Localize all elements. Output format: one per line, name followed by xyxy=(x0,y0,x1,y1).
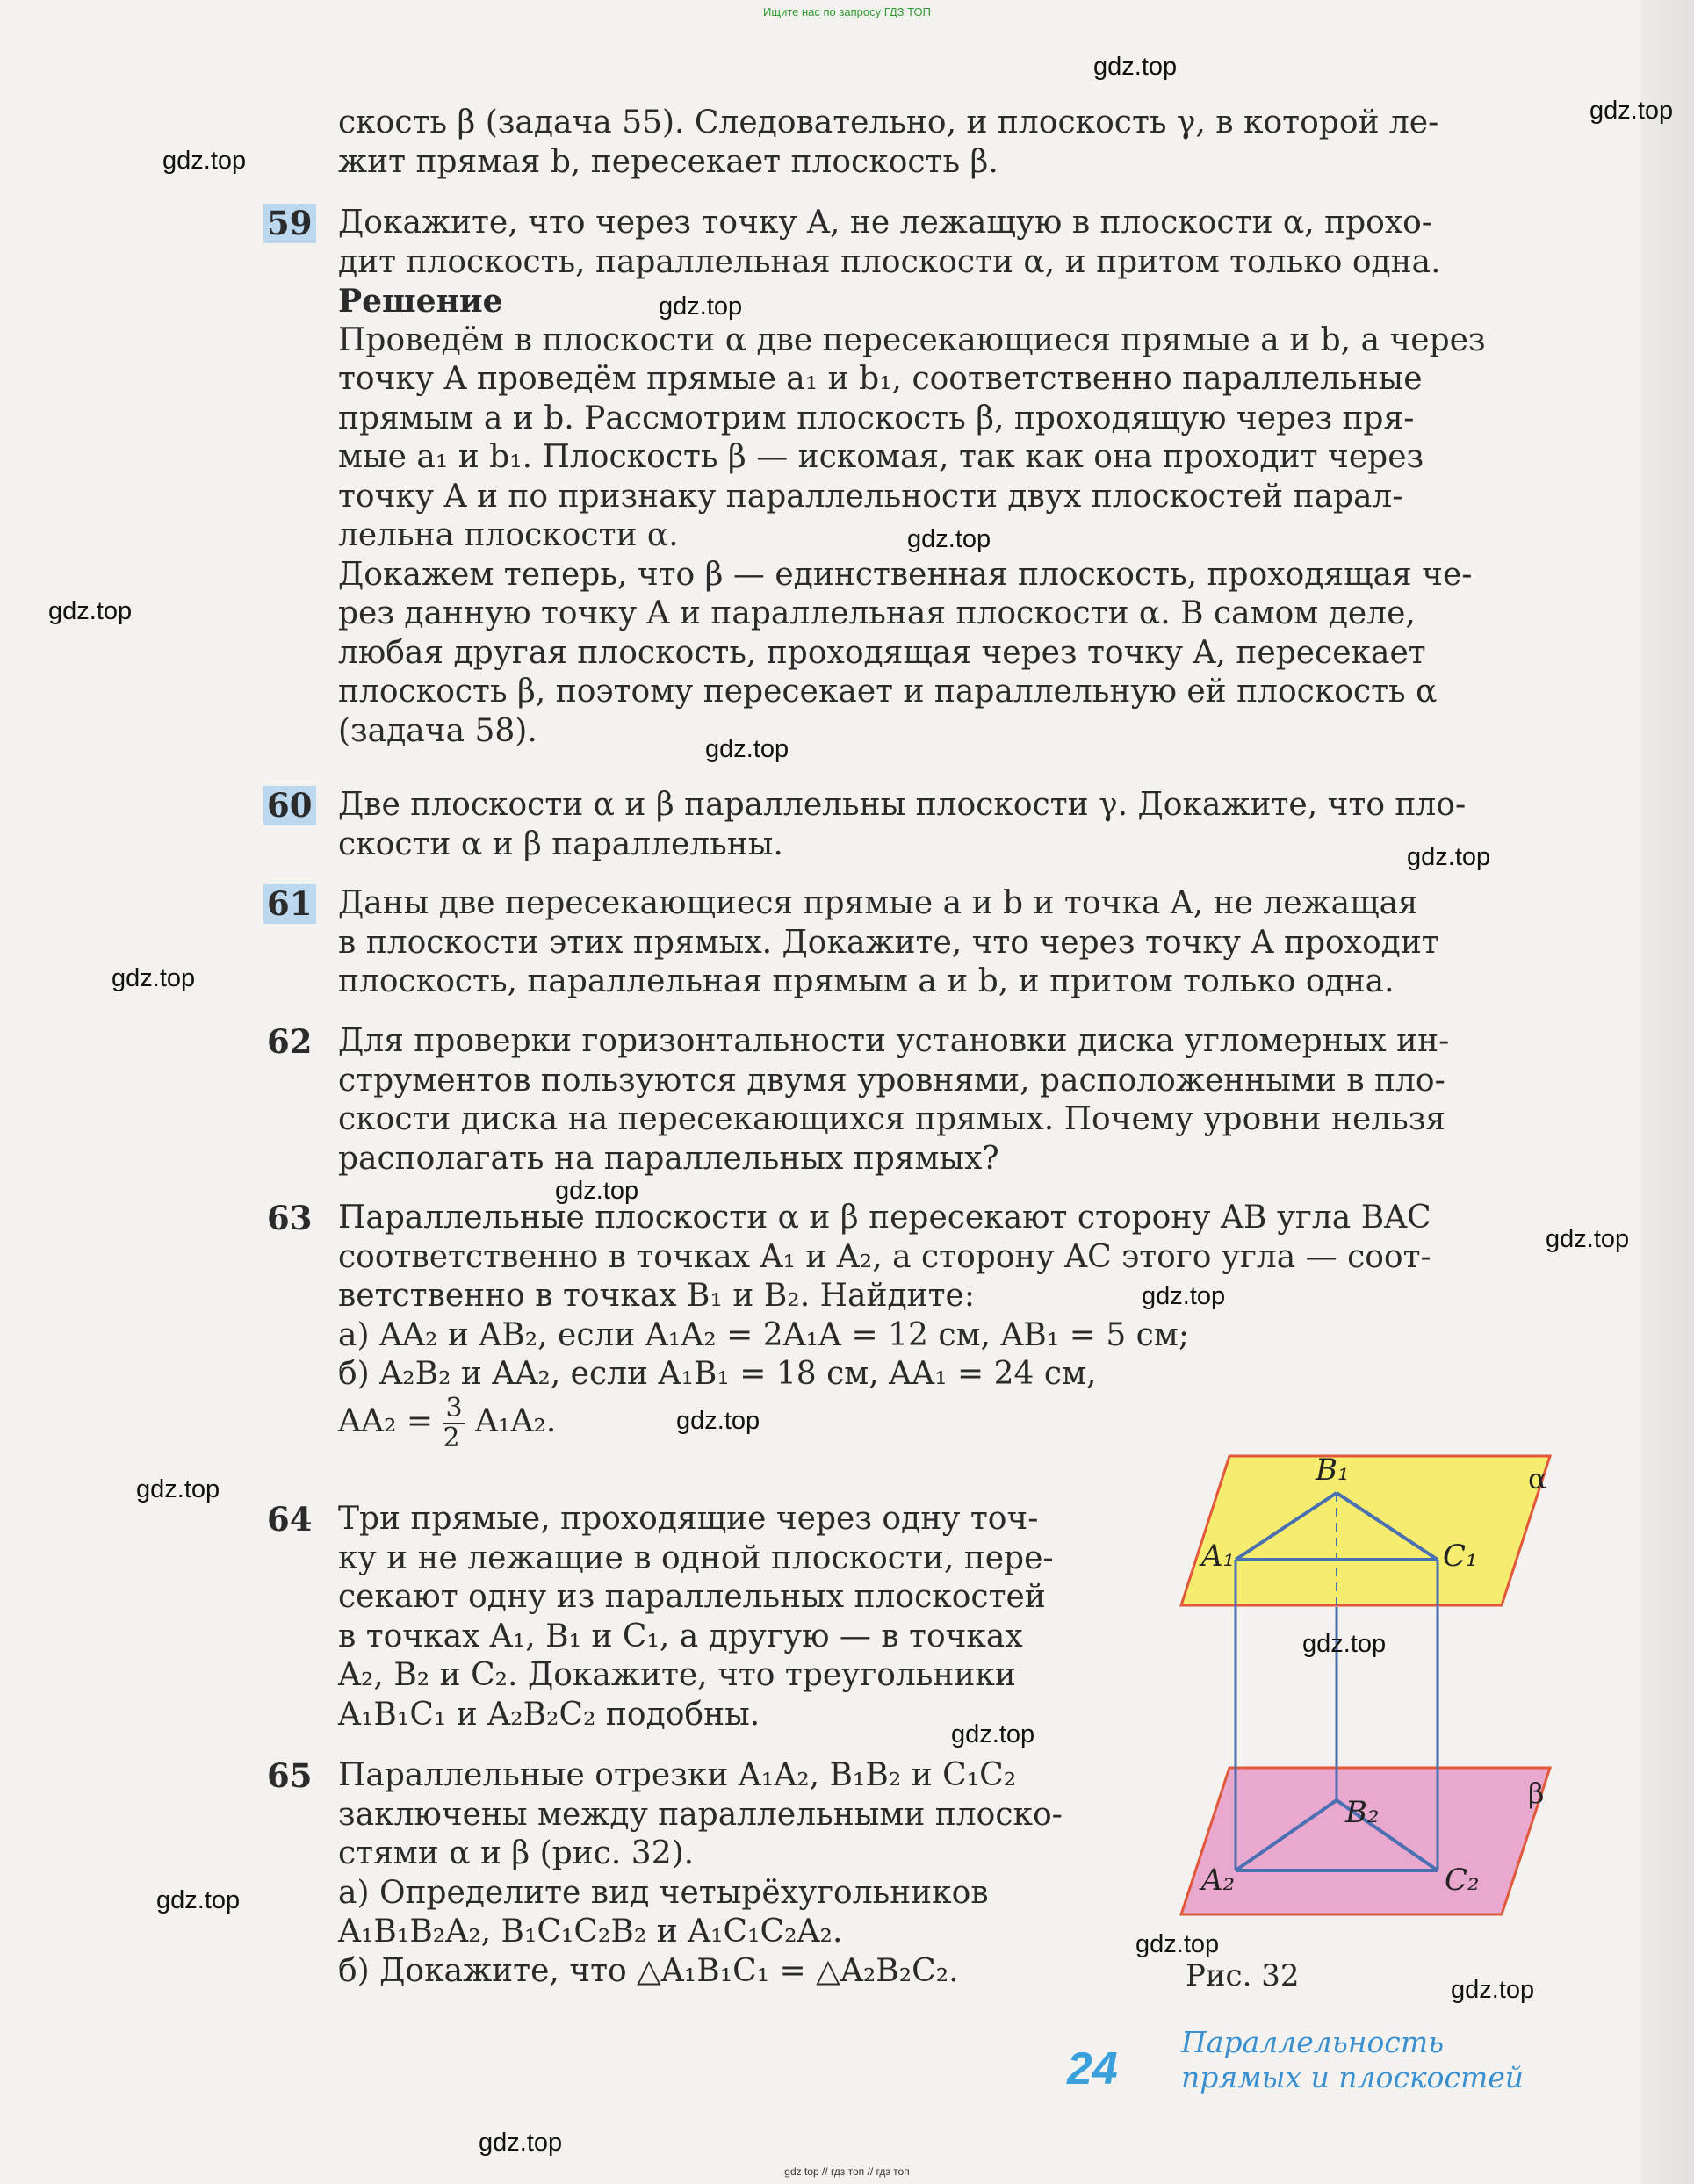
label-beta: β xyxy=(1528,1777,1545,1810)
watermark: gdz.top xyxy=(1135,1930,1220,1958)
figure-caption: Рис. 32 xyxy=(1186,1958,1300,1993)
text-line: струментов пользуются двумя уровнями, расположенными в пло- xyxy=(338,1062,1445,1099)
text-line: Две плоскости α и β параллельны плоскости γ. Докажите, что пло- xyxy=(338,787,1467,823)
watermark: gdz.top xyxy=(907,525,991,553)
text-line: прямым a и b. Рассмотрим плоскость β, проходящую через пря- xyxy=(338,400,1415,436)
problem-number-59: 59 xyxy=(263,204,316,243)
intro-paragraph xyxy=(338,104,1546,182)
watermark: gdz.top xyxy=(951,1720,1035,1748)
text-line: заключены между параллельными плоско- xyxy=(338,1796,1063,1833)
fraction xyxy=(443,1392,465,1453)
page-edge xyxy=(1641,0,1694,2184)
label-a2: A₂ xyxy=(1201,1863,1236,1898)
text-line: Для проверки горизонтальности установки диска угломерных ин- xyxy=(338,1023,1450,1059)
page-number: 24 xyxy=(1067,2043,1118,2094)
text-line: Даны две пересекающиеся прямые a и b и точка A, не лежащая xyxy=(338,885,1418,921)
formula-rhs: A₁A₂. xyxy=(465,1402,557,1439)
problem-number-63: 63 xyxy=(267,1199,313,1237)
watermark: gdz.top xyxy=(659,292,743,321)
footer-note: gdz top // гдз топ // гдз топ xyxy=(784,2166,910,2178)
text-line: а) AA₂ и AB₂, если A₁A₂ = 2A₁A = 12 см, AB₁ = 5 см; xyxy=(338,1316,1189,1353)
text-line: Проведём в плоскости α две пересекающиеся прямые a и b, а через xyxy=(338,321,1486,358)
problem-64-statement xyxy=(338,1500,1128,1734)
label-alpha: α xyxy=(1528,1462,1547,1496)
text-line: жит прямая b, пересекает плоскость β. xyxy=(338,143,998,180)
fraction-denominator: 2 xyxy=(443,1422,460,1453)
text-line: в плоскости этих прямых. Докажите, что через точку A проходит xyxy=(338,924,1439,961)
text-line: Параллельные плоскости α и β пересекают сторону AB угла BAC xyxy=(338,1200,1431,1236)
text-line: б) Докажите, что △A₁B₁C₁ = △A₂B₂C₂. xyxy=(338,1952,959,1989)
text-line: располагать на параллельных прямых? xyxy=(338,1140,999,1177)
text-line: A₁B₁B₂A₂, B₁C₁C₂B₂ и A₁C₁C₂A₂. xyxy=(338,1914,843,1950)
formula-lhs: AA₂ = xyxy=(338,1402,443,1439)
problem-number-62: 62 xyxy=(267,1022,313,1061)
text-line: Три прямые, проходящие через одну точ- xyxy=(338,1501,1039,1537)
text-line: A₁B₁C₁ и A₂B₂C₂ подобны. xyxy=(338,1696,760,1733)
label-a1: A₁ xyxy=(1201,1539,1236,1574)
text-line: любая другая плоскость, проходящая через точку A, пересекает xyxy=(338,634,1426,671)
text-line: Параллельные отрезки A₁A₂, B₁B₂ и C₁C₂ xyxy=(338,1757,1017,1793)
text-line: рез данную точку A и параллельная плоскости α. В самом деле, xyxy=(338,595,1416,631)
watermark: gdz.top xyxy=(479,2129,563,2157)
fraction-numerator: 3 xyxy=(443,1395,465,1424)
watermark: gdz.top xyxy=(1302,1630,1387,1658)
text-line: стями α и β (рис. 32). xyxy=(338,1835,695,1871)
problem-number-65: 65 xyxy=(267,1756,313,1795)
watermark: gdz.top xyxy=(1451,1976,1535,2004)
text-line: плоскость, параллельная прямым a и b, и притом только одна. xyxy=(338,963,1395,999)
problem-number-64: 64 xyxy=(267,1500,313,1539)
text-line: б) A₂B₂ и AA₂, если A₁B₁ = 18 см, AA₁ = 24 см, xyxy=(338,1356,1097,1392)
problem-60-statement xyxy=(338,786,1546,864)
watermark: gdz.top xyxy=(705,735,789,763)
text-line: Докажите, что через точку A, не лежащую в плоскости α, прохо- xyxy=(338,205,1432,241)
text-line: соответственно в точках A₁ и A₂, а сторону AC этого угла — соот- xyxy=(338,1238,1431,1275)
watermark: gdz.top xyxy=(555,1177,639,1205)
problem-61-statement xyxy=(338,884,1546,1002)
running-title-line-2: прямых и плоскостей xyxy=(1181,2060,1525,2094)
problem-65-statement xyxy=(338,1756,1128,1991)
text-line: плоскость β, поэтому пересекает и параллельную ей плоскость α xyxy=(338,674,1438,710)
header-note: Ищите нас по запросу ГДЗ ТОП xyxy=(763,5,931,18)
watermark: gdz.top xyxy=(156,1886,241,1914)
text-line: секают одну из параллельных плоскостей xyxy=(338,1579,1046,1615)
watermark: gdz.top xyxy=(1093,53,1178,81)
text-line: дит плоскость, параллельная плоскости α, и притом только одна. xyxy=(338,243,1441,280)
label-c2: C₂ xyxy=(1445,1863,1480,1898)
text-line: ветственно в точках B₁ и B₂. Найдите: xyxy=(338,1278,975,1314)
watermark: gdz.top xyxy=(1589,97,1674,125)
text-line: Докажем теперь, что β — единственная плоскость, проходящая че- xyxy=(338,556,1473,593)
text-line: лельна плоскости α. xyxy=(338,517,679,553)
text-line: точку A проведём прямые a₁ и b₁, соответственно параллельные xyxy=(338,361,1423,397)
problem-number-61: 61 xyxy=(263,884,316,924)
text-line: скости α и β параллельны. xyxy=(338,825,783,862)
text-line: скость β (задача 55). Следовательно, и плоскость γ, в которой ле- xyxy=(338,105,1439,141)
problem-63-statement xyxy=(338,1199,1546,1452)
watermark: gdz.top xyxy=(48,597,133,625)
problem-62-statement xyxy=(338,1022,1546,1178)
text-line: скости диска на пересекающихся прямых. Почему уровни нельзя xyxy=(338,1101,1446,1137)
label-c1: C₁ xyxy=(1443,1539,1478,1574)
text-line: A₂, B₂ и C₂. Докажите, что треугольники xyxy=(338,1657,1016,1693)
watermark: gdz.top xyxy=(136,1475,220,1503)
watermark: gdz.top xyxy=(1142,1282,1226,1310)
text-line: ку и не лежащие в одной плоскости, пере- xyxy=(338,1539,1054,1576)
watermark: gdz.top xyxy=(1407,843,1491,871)
text-line: в точках A₁, B₁ и C₁, а другую — в точках xyxy=(338,1618,1023,1654)
problem-number-60: 60 xyxy=(263,786,316,825)
text-line: а) Определите вид четырёхугольников xyxy=(338,1874,989,1911)
running-title xyxy=(1181,2025,1550,2095)
text-line: мые a₁ и b₁. Плоскость β — искомая, так как она проходит через xyxy=(338,439,1424,475)
label-b2: B₂ xyxy=(1345,1795,1380,1830)
problem-59-statement xyxy=(338,204,1546,751)
text-line: (задача 58). xyxy=(338,712,537,749)
solution-heading: Решение xyxy=(338,283,503,320)
label-b1: B₁ xyxy=(1316,1452,1350,1488)
watermark: gdz.top xyxy=(162,147,247,175)
watermark: gdz.top xyxy=(112,964,196,992)
watermark: gdz.top xyxy=(676,1407,760,1435)
watermark: gdz.top xyxy=(1546,1225,1630,1253)
running-title-line-1: Параллельность xyxy=(1181,2025,1445,2059)
figure-32 xyxy=(1177,1440,1563,1950)
text-line: точку A и по признаку параллельности двух плоскостей парал- xyxy=(338,478,1403,515)
